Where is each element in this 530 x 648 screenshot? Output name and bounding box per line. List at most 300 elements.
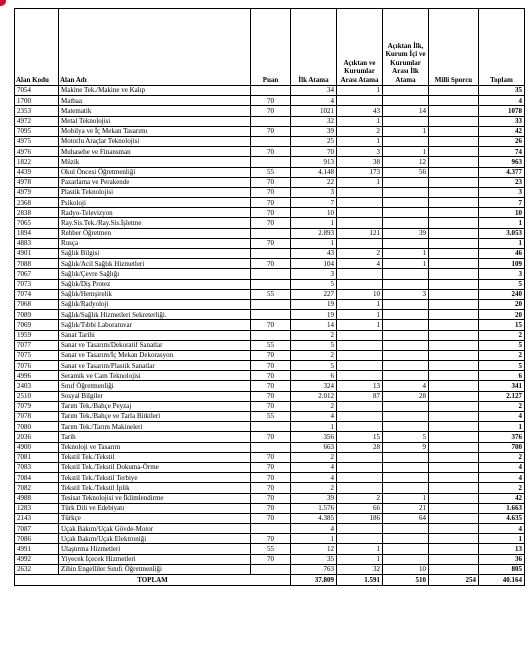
cell-name: Sağlık/Hemşirelik	[59, 289, 251, 299]
cell-code: 7087	[15, 524, 59, 534]
total-toplam: 40.164	[479, 575, 525, 586]
cell-name: Rusça	[59, 238, 251, 248]
cell-milli-sporcu	[429, 198, 479, 208]
cell-puan: 70	[251, 361, 291, 371]
cell-aciktan-ilk	[383, 554, 429, 564]
cell-code: 1822	[15, 157, 59, 167]
cell-toplam: 5	[479, 279, 525, 289]
cell-ilk-atama: 4	[291, 462, 337, 472]
cell-ilk-atama: 19	[291, 310, 337, 320]
cell-name: Pazarlama ve Perakende	[59, 177, 251, 187]
cell-aciktan-kurumlar-arasi	[337, 371, 383, 381]
cell-code: 2368	[15, 198, 59, 208]
cell-code: 7067	[15, 269, 59, 279]
cell-aciktan-kurumlar-arasi	[337, 462, 383, 472]
cell-puan	[251, 269, 291, 279]
cell-toplam: 10	[479, 208, 525, 218]
cell-aciktan-kurumlar-arasi	[337, 350, 383, 360]
cell-milli-sporcu	[429, 289, 479, 299]
cell-ilk-atama: 1	[291, 238, 337, 248]
cell-aciktan-ilk: 1	[383, 249, 429, 259]
header-code: Alan Kodu	[15, 9, 59, 86]
cell-ilk-atama: 763	[291, 564, 337, 574]
table-row	[15, 126, 525, 136]
cell-toplam: 1078	[479, 106, 525, 116]
cell-puan	[251, 564, 291, 574]
logo-mark	[0, 0, 8, 8]
table-row	[15, 310, 525, 320]
cell-aciktan-ilk	[383, 350, 429, 360]
cell-code: 2403	[15, 381, 59, 391]
cell-aciktan-kurumlar-arasi: 1	[337, 299, 383, 309]
cell-code: 4988	[15, 493, 59, 503]
cell-toplam: 2	[479, 452, 525, 462]
cell-puan: 70	[251, 106, 291, 116]
header-puan: Puan	[251, 9, 291, 86]
cell-aciktan-ilk	[383, 238, 429, 248]
cell-aciktan-kurumlar-arasi: 121	[337, 228, 383, 238]
cell-toplam: 74	[479, 147, 525, 157]
cell-puan: 70	[251, 218, 291, 228]
cell-name: Tarım Tek./Bahçe Peyzaj	[59, 401, 251, 411]
cell-puan	[251, 422, 291, 432]
table-row	[15, 473, 525, 483]
header-aciktan-kurumlar-arasi: Açıktan ve Kurumlar Arası Atama	[337, 9, 383, 86]
total-label: TOPLAM	[15, 575, 291, 586]
cell-aciktan-kurumlar-arasi	[337, 412, 383, 422]
cell-milli-sporcu	[429, 432, 479, 442]
cell-aciktan-ilk	[383, 198, 429, 208]
cell-aciktan-ilk: 1	[383, 147, 429, 157]
cell-name: Türkçe	[59, 513, 251, 523]
cell-name: Tarım Tek./Tarım Makineleri	[59, 422, 251, 432]
cell-milli-sporcu	[429, 371, 479, 381]
cell-code: 7074	[15, 289, 59, 299]
cell-puan: 70	[251, 483, 291, 493]
table-header	[15, 9, 525, 86]
table-row	[15, 442, 525, 452]
cell-name: Uçak Bakım/Uçak Gövde-Motor	[59, 524, 251, 534]
cell-aciktan-kurumlar-arasi: 28	[337, 442, 383, 452]
cell-code: 4979	[15, 187, 59, 197]
cell-aciktan-ilk	[383, 330, 429, 340]
cell-toplam: 6	[479, 371, 525, 381]
cell-aciktan-kurumlar-arasi	[337, 198, 383, 208]
cell-aciktan-ilk	[383, 371, 429, 381]
cell-aciktan-kurumlar-arasi: 13	[337, 381, 383, 391]
cell-ilk-atama: 35	[291, 554, 337, 564]
cell-milli-sporcu	[429, 218, 479, 228]
cell-name: Ulaştırma Hizmetleri	[59, 544, 251, 554]
table-row	[15, 452, 525, 462]
cell-ilk-atama: 1021	[291, 106, 337, 116]
table-row	[15, 187, 525, 197]
table-row	[15, 96, 525, 106]
total-row	[15, 575, 525, 586]
cell-ilk-atama: 4.385	[291, 513, 337, 523]
cell-puan	[251, 442, 291, 452]
cell-aciktan-ilk	[383, 320, 429, 330]
table-body	[15, 86, 525, 575]
cell-name: Plastik Teknolojisi	[59, 187, 251, 197]
cell-puan: 55	[251, 412, 291, 422]
cell-aciktan-kurumlar-arasi: 1	[337, 544, 383, 554]
cell-name: Sağlık/Sağlık Hizmetleri Sekreterliği.	[59, 310, 251, 320]
cell-code: 7054	[15, 86, 59, 96]
cell-puan	[251, 116, 291, 126]
cell-name: Sağlık/Acil Sağlık Hizmetleri	[59, 259, 251, 269]
cell-milli-sporcu	[429, 564, 479, 574]
table-row	[15, 320, 525, 330]
cell-puan	[251, 157, 291, 167]
cell-aciktan-kurumlar-arasi: 2	[337, 249, 383, 259]
cell-toplam: 42	[479, 493, 525, 503]
cell-ilk-atama: 104	[291, 259, 337, 269]
cell-ilk-atama: 1.576	[291, 503, 337, 513]
cell-toplam: 7	[479, 198, 525, 208]
cell-aciktan-kurumlar-arasi: 38	[337, 157, 383, 167]
total-milli-sporcu: 254	[429, 575, 479, 586]
cell-code: 4991	[15, 544, 59, 554]
cell-milli-sporcu	[429, 381, 479, 391]
table-row	[15, 208, 525, 218]
cell-ilk-atama: 2	[291, 483, 337, 493]
cell-puan	[251, 86, 291, 96]
table-row	[15, 157, 525, 167]
header-ilk-atama: İlk Atama	[291, 9, 337, 86]
cell-name: Türk Dili ve Edebiyatı	[59, 503, 251, 513]
table-row	[15, 136, 525, 146]
cell-milli-sporcu	[429, 208, 479, 218]
cell-aciktan-ilk: 1	[383, 493, 429, 503]
cell-aciktan-kurumlar-arasi	[337, 269, 383, 279]
cell-aciktan-ilk	[383, 340, 429, 350]
cell-name: Makine Tek./Makine ve Kalıp	[59, 86, 251, 96]
cell-name: Sağlık/Diş Protez	[59, 279, 251, 289]
cell-toplam: 20	[479, 310, 525, 320]
cell-toplam: 1	[479, 534, 525, 544]
cell-milli-sporcu	[429, 391, 479, 401]
cell-puan: 70	[251, 320, 291, 330]
cell-puan	[251, 524, 291, 534]
cell-code: 7069	[15, 320, 59, 330]
cell-code: 7073	[15, 279, 59, 289]
cell-name: Tarih	[59, 432, 251, 442]
cell-name: Sağlık/Radyoloji	[59, 299, 251, 309]
cell-aciktan-ilk	[383, 401, 429, 411]
cell-aciktan-ilk: 56	[383, 167, 429, 177]
table-row	[15, 534, 525, 544]
cell-toplam: 5	[479, 361, 525, 371]
cell-name: Tekstil Tek./Tekstil	[59, 452, 251, 462]
cell-puan: 70	[251, 401, 291, 411]
cell-ilk-atama: 356	[291, 432, 337, 442]
cell-puan: 70	[251, 96, 291, 106]
cell-aciktan-ilk	[383, 422, 429, 432]
cell-aciktan-kurumlar-arasi	[337, 96, 383, 106]
cell-aciktan-ilk: 10	[383, 564, 429, 574]
cell-toplam: 36	[479, 554, 525, 564]
cell-aciktan-kurumlar-arasi	[337, 534, 383, 544]
cell-code: 7082	[15, 483, 59, 493]
cell-puan: 70	[251, 462, 291, 472]
cell-toplam: 4.635	[479, 513, 525, 523]
cell-toplam: 700	[479, 442, 525, 452]
cell-name: Sanat Tarihi	[59, 330, 251, 340]
cell-name: Matematik	[59, 106, 251, 116]
cell-milli-sporcu	[429, 157, 479, 167]
cell-aciktan-kurumlar-arasi: 1	[337, 177, 383, 187]
cell-puan	[251, 299, 291, 309]
cell-ilk-atama: 5	[291, 279, 337, 289]
cell-toplam: 2	[479, 401, 525, 411]
cell-aciktan-ilk	[383, 544, 429, 554]
table-row	[15, 483, 525, 493]
cell-toplam: 15	[479, 320, 525, 330]
cell-code: 2510	[15, 391, 59, 401]
cell-milli-sporcu	[429, 330, 479, 340]
table-row	[15, 228, 525, 238]
table-row	[15, 86, 525, 96]
cell-toplam: 4	[479, 412, 525, 422]
cell-milli-sporcu	[429, 462, 479, 472]
cell-aciktan-kurumlar-arasi: 173	[337, 167, 383, 177]
cell-code: 7089	[15, 310, 59, 320]
cell-aciktan-ilk: 1	[383, 126, 429, 136]
cell-toplam: 4	[479, 473, 525, 483]
cell-milli-sporcu	[429, 442, 479, 452]
cell-milli-sporcu	[429, 350, 479, 360]
cell-code: 7081	[15, 452, 59, 462]
cell-name: Muhasebe ve Finansman	[59, 147, 251, 157]
cell-milli-sporcu	[429, 86, 479, 96]
cell-toplam: 4	[479, 462, 525, 472]
cell-name: Sınıf Öğretmenliği	[59, 381, 251, 391]
cell-aciktan-ilk	[383, 299, 429, 309]
cell-puan: 55	[251, 544, 291, 554]
cell-toplam: 1	[479, 422, 525, 432]
cell-toplam: 3	[479, 269, 525, 279]
table-row	[15, 289, 525, 299]
cell-puan: 70	[251, 177, 291, 187]
cell-toplam: 33	[479, 116, 525, 126]
header-toplam: Toplam	[479, 9, 525, 86]
cell-ilk-atama: 1	[291, 534, 337, 544]
cell-ilk-atama: 25	[291, 136, 337, 146]
cell-ilk-atama: 4	[291, 96, 337, 106]
cell-milli-sporcu	[429, 503, 479, 513]
table-row	[15, 350, 525, 360]
cell-aciktan-ilk	[383, 116, 429, 126]
cell-milli-sporcu	[429, 228, 479, 238]
cell-toplam: 46	[479, 249, 525, 259]
cell-puan: 70	[251, 259, 291, 269]
cell-puan	[251, 136, 291, 146]
cell-ilk-atama: 7	[291, 198, 337, 208]
cell-ilk-atama: 2.893	[291, 228, 337, 238]
cell-aciktan-kurumlar-arasi	[337, 422, 383, 432]
cell-code: 7095	[15, 126, 59, 136]
cell-code: 7077	[15, 340, 59, 350]
cell-puan: 70	[251, 126, 291, 136]
cell-puan: 70	[251, 198, 291, 208]
table-row	[15, 401, 525, 411]
cell-ilk-atama: 2	[291, 330, 337, 340]
appointment-table	[14, 8, 525, 586]
cell-aciktan-ilk	[383, 483, 429, 493]
cell-milli-sporcu	[429, 177, 479, 187]
cell-ilk-atama: 913	[291, 157, 337, 167]
cell-aciktan-ilk	[383, 187, 429, 197]
table-row	[15, 544, 525, 554]
cell-aciktan-kurumlar-arasi	[337, 187, 383, 197]
header-name: Alan Adı	[59, 9, 251, 86]
cell-ilk-atama: 34	[291, 86, 337, 96]
cell-toplam: 1	[479, 238, 525, 248]
cell-aciktan-ilk: 4	[383, 381, 429, 391]
cell-puan	[251, 310, 291, 320]
cell-puan: 70	[251, 473, 291, 483]
cell-milli-sporcu	[429, 452, 479, 462]
cell-code: 7080	[15, 422, 59, 432]
cell-puan: 70	[251, 147, 291, 157]
table-row	[15, 259, 525, 269]
cell-aciktan-kurumlar-arasi	[337, 279, 383, 289]
table-row	[15, 198, 525, 208]
table-row	[15, 249, 525, 259]
cell-name: Tarım Tek./Bahçe ve Tarla Bitkileri	[59, 412, 251, 422]
cell-ilk-atama: 4	[291, 524, 337, 534]
table-row	[15, 513, 525, 523]
cell-milli-sporcu	[429, 534, 479, 544]
cell-code: 7075	[15, 350, 59, 360]
cell-ilk-atama: 32	[291, 116, 337, 126]
table-row	[15, 167, 525, 177]
cell-aciktan-kurumlar-arasi: 43	[337, 106, 383, 116]
table-row	[15, 554, 525, 564]
cell-aciktan-ilk	[383, 86, 429, 96]
cell-toplam: 20	[479, 299, 525, 309]
cell-ilk-atama: 4	[291, 412, 337, 422]
cell-milli-sporcu	[429, 269, 479, 279]
cell-milli-sporcu	[429, 320, 479, 330]
cell-ilk-atama: 1	[291, 218, 337, 228]
cell-code: 1894	[15, 228, 59, 238]
cell-milli-sporcu	[429, 299, 479, 309]
cell-name: Teknoloji ve Tasarım	[59, 442, 251, 452]
cell-code: 4992	[15, 554, 59, 564]
cell-toplam: 4	[479, 524, 525, 534]
cell-toplam: 2.127	[479, 391, 525, 401]
cell-milli-sporcu	[429, 126, 479, 136]
cell-ilk-atama: 22	[291, 177, 337, 187]
cell-aciktan-ilk	[383, 412, 429, 422]
cell-aciktan-ilk	[383, 177, 429, 187]
cell-aciktan-kurumlar-arasi	[337, 473, 383, 483]
cell-puan	[251, 330, 291, 340]
cell-name: Sanat ve Tasarım/Dekoratif Sanatlar	[59, 340, 251, 350]
cell-code: 4996	[15, 371, 59, 381]
table-row	[15, 412, 525, 422]
table-row	[15, 391, 525, 401]
cell-name: Sağlık/Çevre Sağlığı	[59, 269, 251, 279]
table-row	[15, 106, 525, 116]
cell-aciktan-ilk: 14	[383, 106, 429, 116]
cell-milli-sporcu	[429, 493, 479, 503]
cell-code: 2143	[15, 513, 59, 523]
cell-ilk-atama: 1	[291, 422, 337, 432]
cell-code: 7088	[15, 259, 59, 269]
cell-toplam: 1.663	[479, 503, 525, 513]
cell-milli-sporcu	[429, 147, 479, 157]
cell-toplam: 2	[479, 483, 525, 493]
cell-aciktan-kurumlar-arasi: 1	[337, 86, 383, 96]
cell-name: Tekstil Tek./Tekstil Terbiye	[59, 473, 251, 483]
cell-name: Sanat ve Tasarım/Plastik Sanatlar	[59, 361, 251, 371]
table-row	[15, 371, 525, 381]
cell-code: 4978	[15, 177, 59, 187]
cell-aciktan-kurumlar-arasi: 10	[337, 289, 383, 299]
cell-aciktan-kurumlar-arasi	[337, 361, 383, 371]
cell-ilk-atama: 5	[291, 340, 337, 350]
cell-ilk-atama: 324	[291, 381, 337, 391]
table-row	[15, 177, 525, 187]
table-row	[15, 330, 525, 340]
cell-puan	[251, 249, 291, 259]
cell-puan: 55	[251, 167, 291, 177]
cell-code: 7076	[15, 361, 59, 371]
cell-toplam: 42	[479, 126, 525, 136]
table-row	[15, 340, 525, 350]
cell-ilk-atama: 663	[291, 442, 337, 452]
cell-milli-sporcu	[429, 136, 479, 146]
cell-ilk-atama: 43	[291, 249, 337, 259]
cell-puan: 70	[251, 432, 291, 442]
cell-aciktan-kurumlar-arasi: 1	[337, 310, 383, 320]
cell-toplam: 805	[479, 564, 525, 574]
cell-puan: 55	[251, 289, 291, 299]
cell-milli-sporcu	[429, 238, 479, 248]
cell-aciktan-kurumlar-arasi	[337, 238, 383, 248]
cell-toplam: 1	[479, 218, 525, 228]
cell-aciktan-kurumlar-arasi: 32	[337, 564, 383, 574]
cell-code: 4976	[15, 147, 59, 157]
cell-ilk-atama: 2	[291, 401, 337, 411]
cell-aciktan-ilk	[383, 96, 429, 106]
cell-ilk-atama: 2	[291, 350, 337, 360]
cell-toplam: 2	[479, 350, 525, 360]
cell-aciktan-ilk: 3	[383, 289, 429, 299]
cell-name: Metal Teknolojisi	[59, 116, 251, 126]
cell-code: 4901	[15, 249, 59, 259]
cell-ilk-atama: 2	[291, 452, 337, 462]
cell-puan: 55	[251, 340, 291, 350]
cell-name: Sosyal Bilgiler	[59, 391, 251, 401]
cell-code: 7065	[15, 218, 59, 228]
cell-toplam: 376	[479, 432, 525, 442]
table-row	[15, 279, 525, 289]
table-row	[15, 422, 525, 432]
cell-toplam: 4.377	[479, 167, 525, 177]
cell-milli-sporcu	[429, 524, 479, 534]
cell-aciktan-ilk	[383, 136, 429, 146]
cell-milli-sporcu	[429, 167, 479, 177]
cell-toplam: 26	[479, 136, 525, 146]
cell-aciktan-kurumlar-arasi: 1	[337, 554, 383, 564]
table-row	[15, 524, 525, 534]
cell-code: 1700	[15, 96, 59, 106]
cell-aciktan-kurumlar-arasi	[337, 218, 383, 228]
